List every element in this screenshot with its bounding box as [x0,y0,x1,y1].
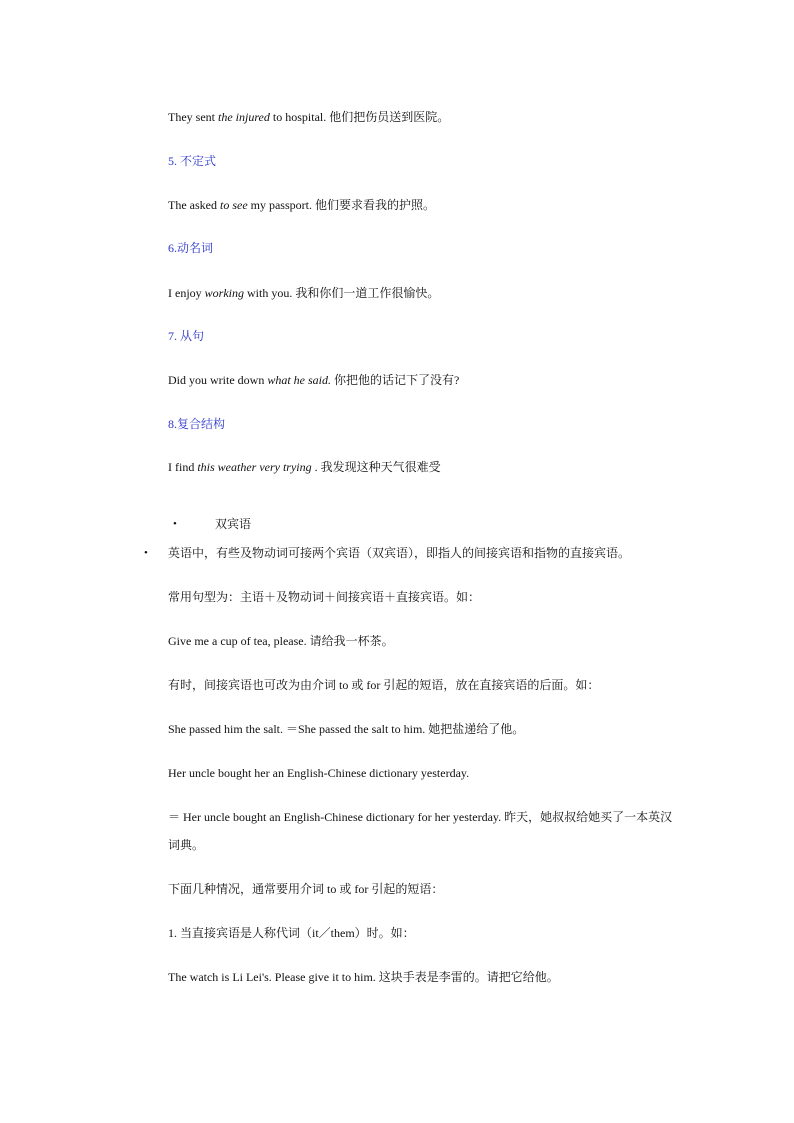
example-text: my passport. 他们要求看我的护照。 [247,198,435,212]
list-item-title: 双宾语 [215,517,252,531]
section-heading-infinitive: 5. 不定式 [168,154,217,168]
example-text: The asked [168,198,220,212]
case-item: 1. 当直接宾语是人称代词（it／them）时。如： [168,926,415,940]
example-text: I find [168,460,198,474]
example-emphasis: the injured [218,110,270,124]
intro-paragraph: 英语中，有些及物动词可接两个宾语（双宾语），即指人的间接宾语和指物的直接宾语。 [168,546,631,560]
example-emphasis: what he said. [267,373,331,387]
section-heading-clause: 7. 从句 [168,329,205,343]
example-text: They sent [168,110,218,124]
cases-intro-paragraph: 下面几种情况，通常要用介词 to 或 for 引起的短语： [168,882,444,896]
bullet-icon: • [144,547,148,559]
example-sentence [168,373,459,387]
example-emphasis: to see [219,198,248,212]
note-paragraph: 有时，间接宾语也可改为由介词 to 或 for 引起的短语，放在直接宾语的后面。如： [168,678,600,692]
example-text: . 我发现这种天气很难受 [311,460,441,474]
example-sentence [168,286,439,300]
example-sentence: Give me a cup of tea, please. 请给我一杯茶。 [168,634,394,648]
example-sentence: She passed him the salt. ＝She passed the salt to him. 她把盐递给了他。 [168,722,525,736]
example-sentence: The watch is Li Lei's. Please give it to him. 这块手表是李雷的。请把它给他。 [168,970,559,984]
example-text: 你把他的话记下了没有? [331,373,460,387]
example-emphasis: working [204,286,244,300]
example-sentence [168,198,435,212]
example-emphasis: this weather very trying [197,460,312,474]
bullet-icon: • [173,518,177,530]
section-heading-complex-structure: 8.复合结构 [168,417,226,431]
example-sentence [168,110,449,124]
example-text: I enjoy [168,286,205,300]
pattern-paragraph: 常用句型为：主语＋及物动词＋间接宾语＋直接宾语。如： [168,590,481,604]
example-text: to hospital. 他们把伤员送到医院。 [269,110,450,124]
example-text: Did you write down [168,373,268,387]
section-heading-gerund: 6.动名词 [168,241,214,255]
example-sentence: Her uncle bought her an English-Chinese dictionary yesterday. [168,766,470,780]
example-sentence-wrapped: ＝ Her uncle bought an English-Chinese dictionary for her yesterday. 昨天，她叔叔给她买了一本英汉词典。 [168,810,673,852]
example-sentence [168,460,441,474]
example-text: with you. 我和你们一道工作很愉快。 [244,286,440,300]
